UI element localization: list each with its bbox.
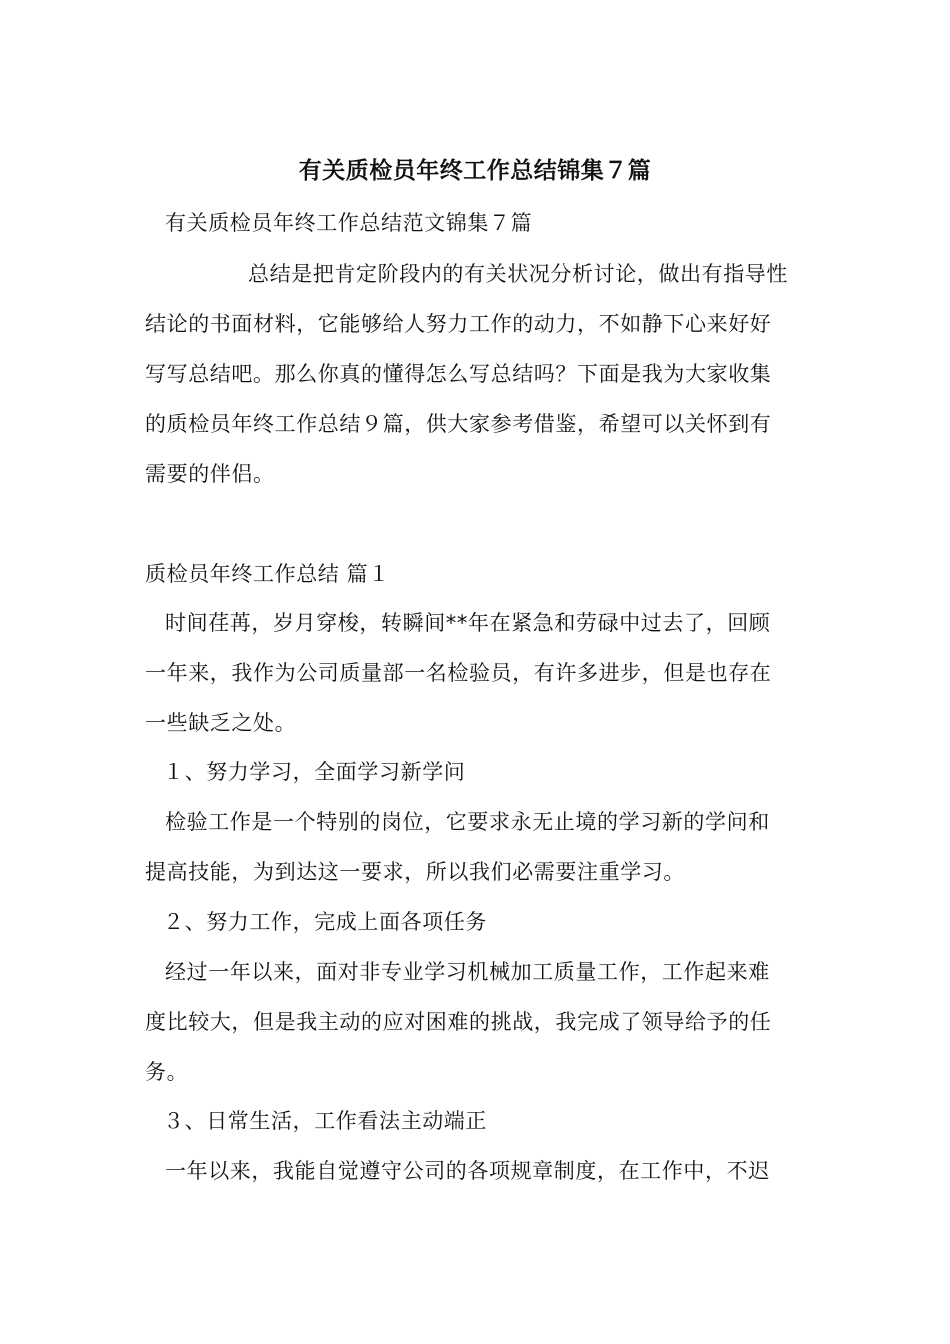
item1-body-line-2: 提高技能，为到达这一要求，所以我们必需要注重学习。 [145, 860, 685, 884]
section-para-line-1: 时间荏苒，岁月穿梭，转瞬间**年在紧急和劳碌中过去了，回顾 [165, 611, 771, 635]
intro-line-3: 写写总结吧。那么你真的懂得怎么写总结吗？下面是我为大家收集 [145, 362, 772, 386]
intro-line-1: 总结是把肯定阶段内的有关状况分析讨论，做出有指导性 [248, 262, 788, 286]
document-title: 有关质检员年终工作总结锦集７篇 [298, 158, 652, 184]
item2-body-line-1: 经过一年以来，面对非专业学习机械加工质量工作，工作起来难 [165, 960, 770, 984]
intro-line-2: 结论的书面材料，它能够给人努力工作的动力，不如静下心来好好 [145, 312, 772, 336]
document-subtitle: 有关质检员年终工作总结范文锦集７篇 [165, 211, 533, 235]
item1-heading: １、努力学习，全面学习新学问 [163, 760, 466, 784]
item1-body-line-1: 检验工作是一个特别的岗位，它要求永无止境的学习新的学问和 [165, 810, 770, 834]
intro-line-5: 需要的伴侣。 [145, 462, 275, 486]
item2-heading: ２、努力工作，完成上面各项任务 [163, 910, 487, 934]
item2-body-line-2: 度比较大，但是我主动的应对困难的挑战，我完成了领导给予的任 [145, 1010, 772, 1034]
section-para-line-2: 一年来，我作为公司质量部一名检验员，有许多进步，但是也存在 [145, 661, 772, 685]
item3-body-line-1: 一年以来，我能自觉遵守公司的各项规章制度，在工作中，不迟 [165, 1159, 770, 1183]
item2-body-line-3: 务。 [145, 1060, 189, 1084]
section-para-line-3: 一些缺乏之处。 [145, 711, 297, 735]
section-heading: 质检员年终工作总结 篇１ [145, 562, 390, 586]
intro-line-4: 的质检员年终工作总结９篇，供大家参考借鉴，希望可以关怀到有 [145, 412, 772, 436]
item3-heading: ３、日常生活，工作看法主动端正 [163, 1109, 487, 1133]
